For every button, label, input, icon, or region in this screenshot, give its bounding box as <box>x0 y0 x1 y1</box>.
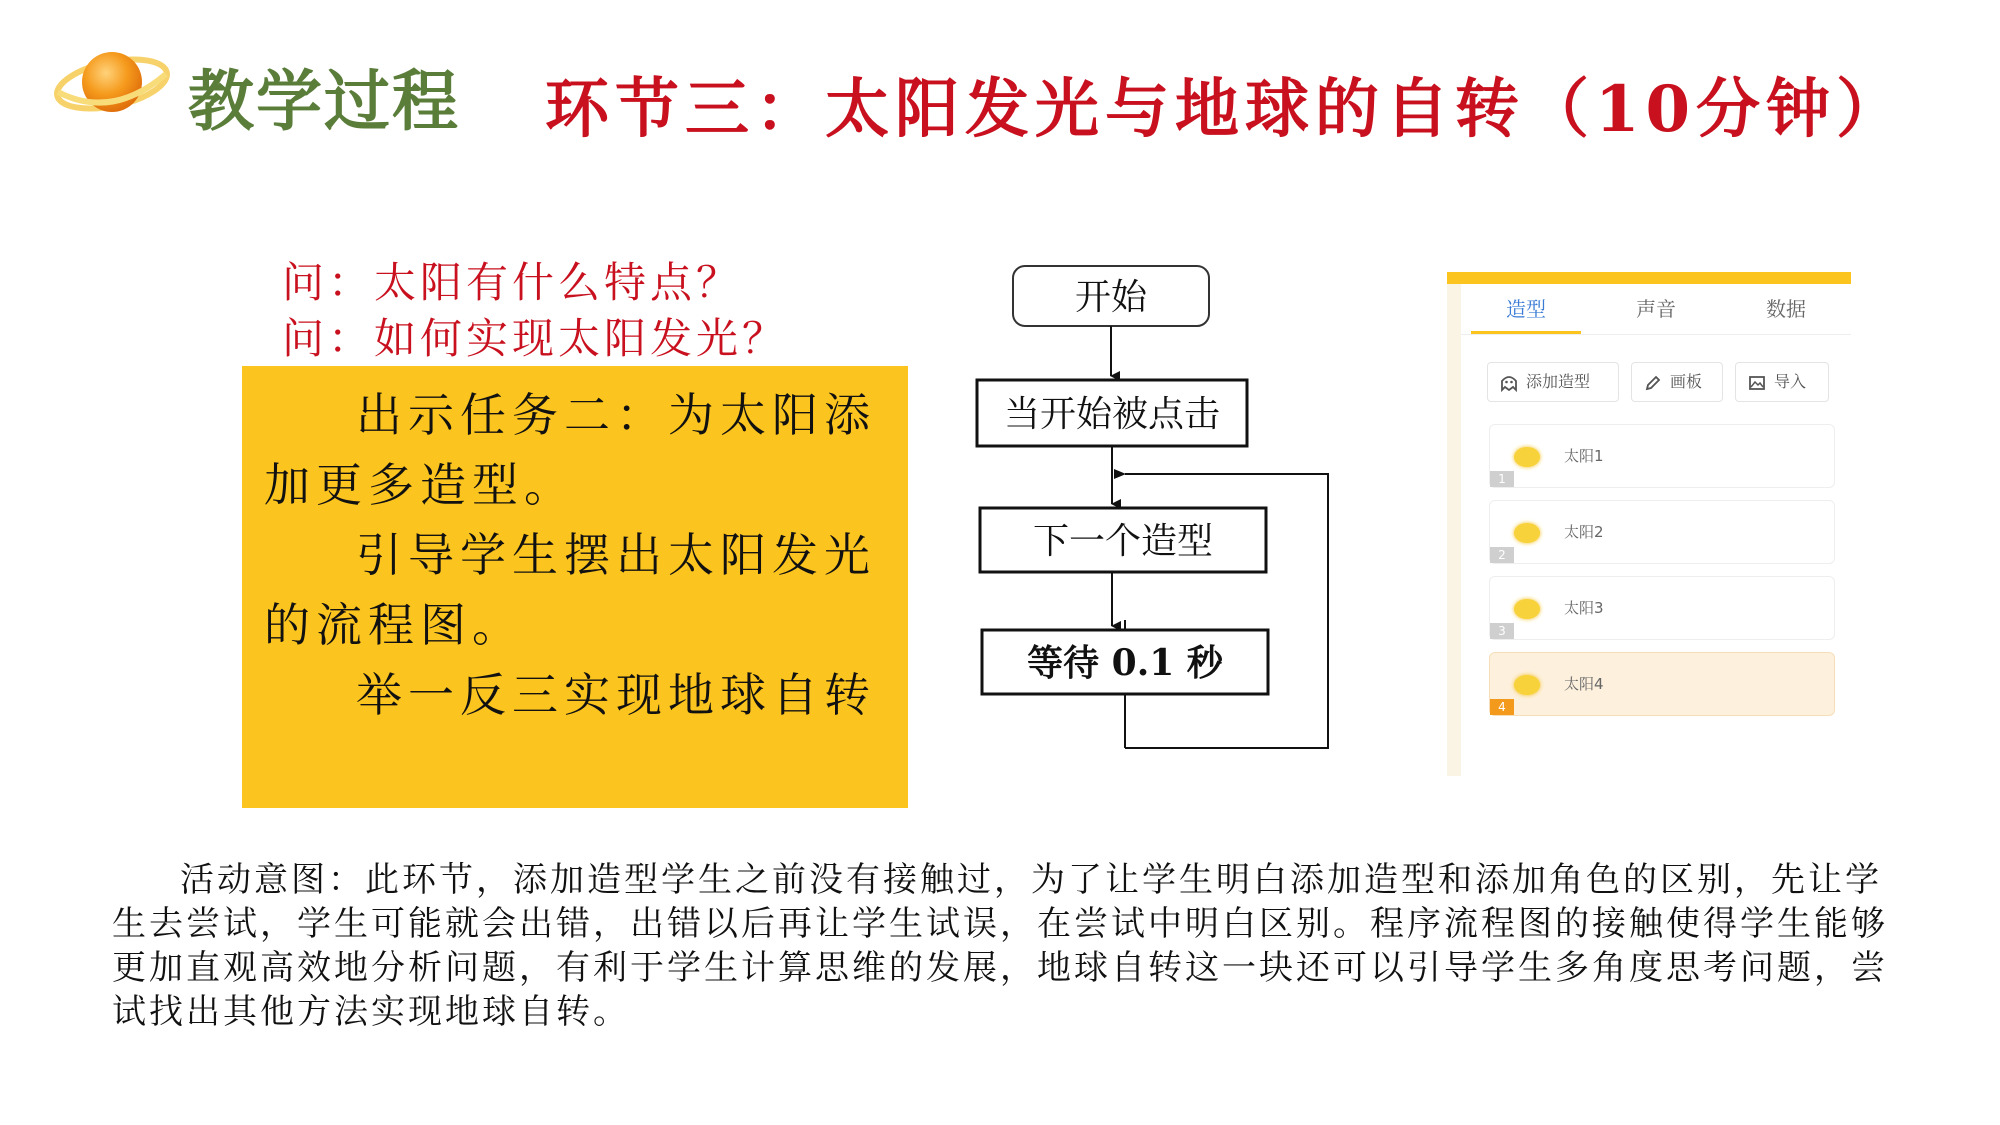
image-import-icon <box>1748 374 1766 392</box>
sun-thumbnail <box>1514 599 1540 619</box>
flow-start-label: 开始 <box>1074 277 1148 318</box>
planet-icon <box>52 40 172 124</box>
add-costume-label: 添加造型 <box>1526 372 1591 391</box>
tab-divider <box>1461 334 1851 335</box>
import-button[interactable] <box>1735 362 1829 402</box>
panel-sidebar <box>1447 284 1461 776</box>
costume-item-selected[interactable] <box>1489 652 1835 716</box>
task-line-3: 举一反三实现地球自转 <box>356 668 876 722</box>
question-2: 问：如何实现太阳发光？ <box>282 314 789 363</box>
sun-thumbnail <box>1514 447 1540 467</box>
sun-thumbnail <box>1514 675 1540 695</box>
task-line-1: 出示任务二：为太阳添加更多造型。 <box>264 388 876 512</box>
add-costume-button[interactable] <box>1487 362 1619 402</box>
costume-item[interactable] <box>1489 424 1835 488</box>
activity-intent-text: 活动意图：此环节，添加造型学生之前没有接触过，为了让学生明白添加造型和添加角色的区别，先让学生去尝试，学生可能就会出错，出错以后再让学生试误，在尝试中明白区别。程序流程图的接触使得学生能够更加直观高效地分析问题，有利于学生计算思维的发展，地球自转这一块还可以引导学生多角度思考问题，尝试找出其他方法实现地球自转。 <box>112 860 1888 1032</box>
flowchart <box>960 258 1350 758</box>
tab-data[interactable]: 数据 <box>1766 297 1806 321</box>
task-line-2: 引导学生摆出太阳发光的流程图。 <box>264 528 876 652</box>
questions <box>282 255 788 367</box>
costume-item[interactable] <box>1489 576 1835 640</box>
sun-thumbnail <box>1514 523 1540 543</box>
flow-next-costume-label: 下一个造型 <box>1032 521 1214 562</box>
costume-name: 太阳3 <box>1564 599 1604 617</box>
costume-number: 4 <box>1490 699 1514 715</box>
panel-topbar <box>1447 272 1851 284</box>
brush-icon <box>1644 374 1662 392</box>
costume-number: 1 <box>1490 471 1514 487</box>
import-label: 导入 <box>1774 372 1807 391</box>
costume-panel <box>1447 272 1851 776</box>
paint-button[interactable] <box>1631 362 1723 402</box>
tab-sounds[interactable]: 声音 <box>1636 297 1676 321</box>
flow-event-label: 当开始被点击 <box>1003 394 1221 435</box>
add-costume-icon <box>1500 374 1518 392</box>
costume-name: 太阳4 <box>1564 675 1604 693</box>
flow-wait-label: 等待 0.1 秒 <box>1027 642 1223 684</box>
costume-item[interactable] <box>1489 500 1835 564</box>
costume-number: 2 <box>1490 547 1514 563</box>
page-title: 环节三：太阳发光与地球的自转（10分钟） <box>545 72 1907 147</box>
section-label: 教学过程 <box>188 63 460 140</box>
task-box <box>242 366 908 808</box>
tab-costumes[interactable]: 造型 <box>1461 284 1591 334</box>
panel-tabs <box>1461 284 1851 334</box>
paint-label: 画板 <box>1670 372 1703 391</box>
question-1: 问：太阳有什么特点？ <box>282 258 743 307</box>
costume-name: 太阳1 <box>1564 447 1604 465</box>
costume-number: 3 <box>1490 623 1514 639</box>
costume-name: 太阳2 <box>1564 523 1604 541</box>
activity-intent <box>112 858 1902 1034</box>
